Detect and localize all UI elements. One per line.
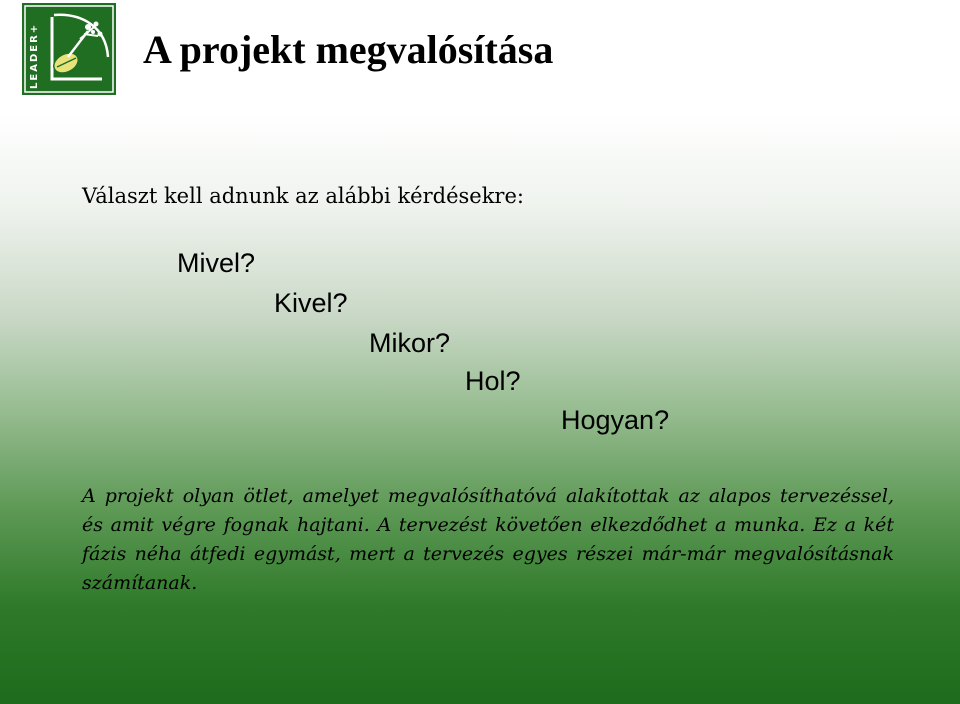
leader-plus-logo-icon bbox=[22, 3, 116, 95]
slide-title: A projekt megvalósítása bbox=[143, 27, 554, 72]
question-kivel: Kivel? bbox=[274, 288, 348, 318]
question-mikor: Mikor? bbox=[369, 328, 451, 358]
project-description: A projekt olyan ötlet, amelyet megvalósíthatóvá alakítottak az alapos tervezéssel, és amit végre fognak hajtani. A tervezést követően elkezdődhet a munka. Ez a két fázis néha átfedi egymást, mert a tervezés egyes részei már-már megvalósításnak számítanak. bbox=[82, 485, 894, 594]
intro-text: Választ kell adnunk az alábbi kérdésekre: bbox=[82, 184, 524, 208]
question-hogyan: Hogyan? bbox=[561, 405, 670, 435]
logo-text: LEADER+ bbox=[29, 22, 40, 89]
question-hol: Hol? bbox=[465, 366, 521, 396]
question-mivel: Mivel? bbox=[177, 248, 256, 278]
leader-logo bbox=[22, 3, 116, 95]
